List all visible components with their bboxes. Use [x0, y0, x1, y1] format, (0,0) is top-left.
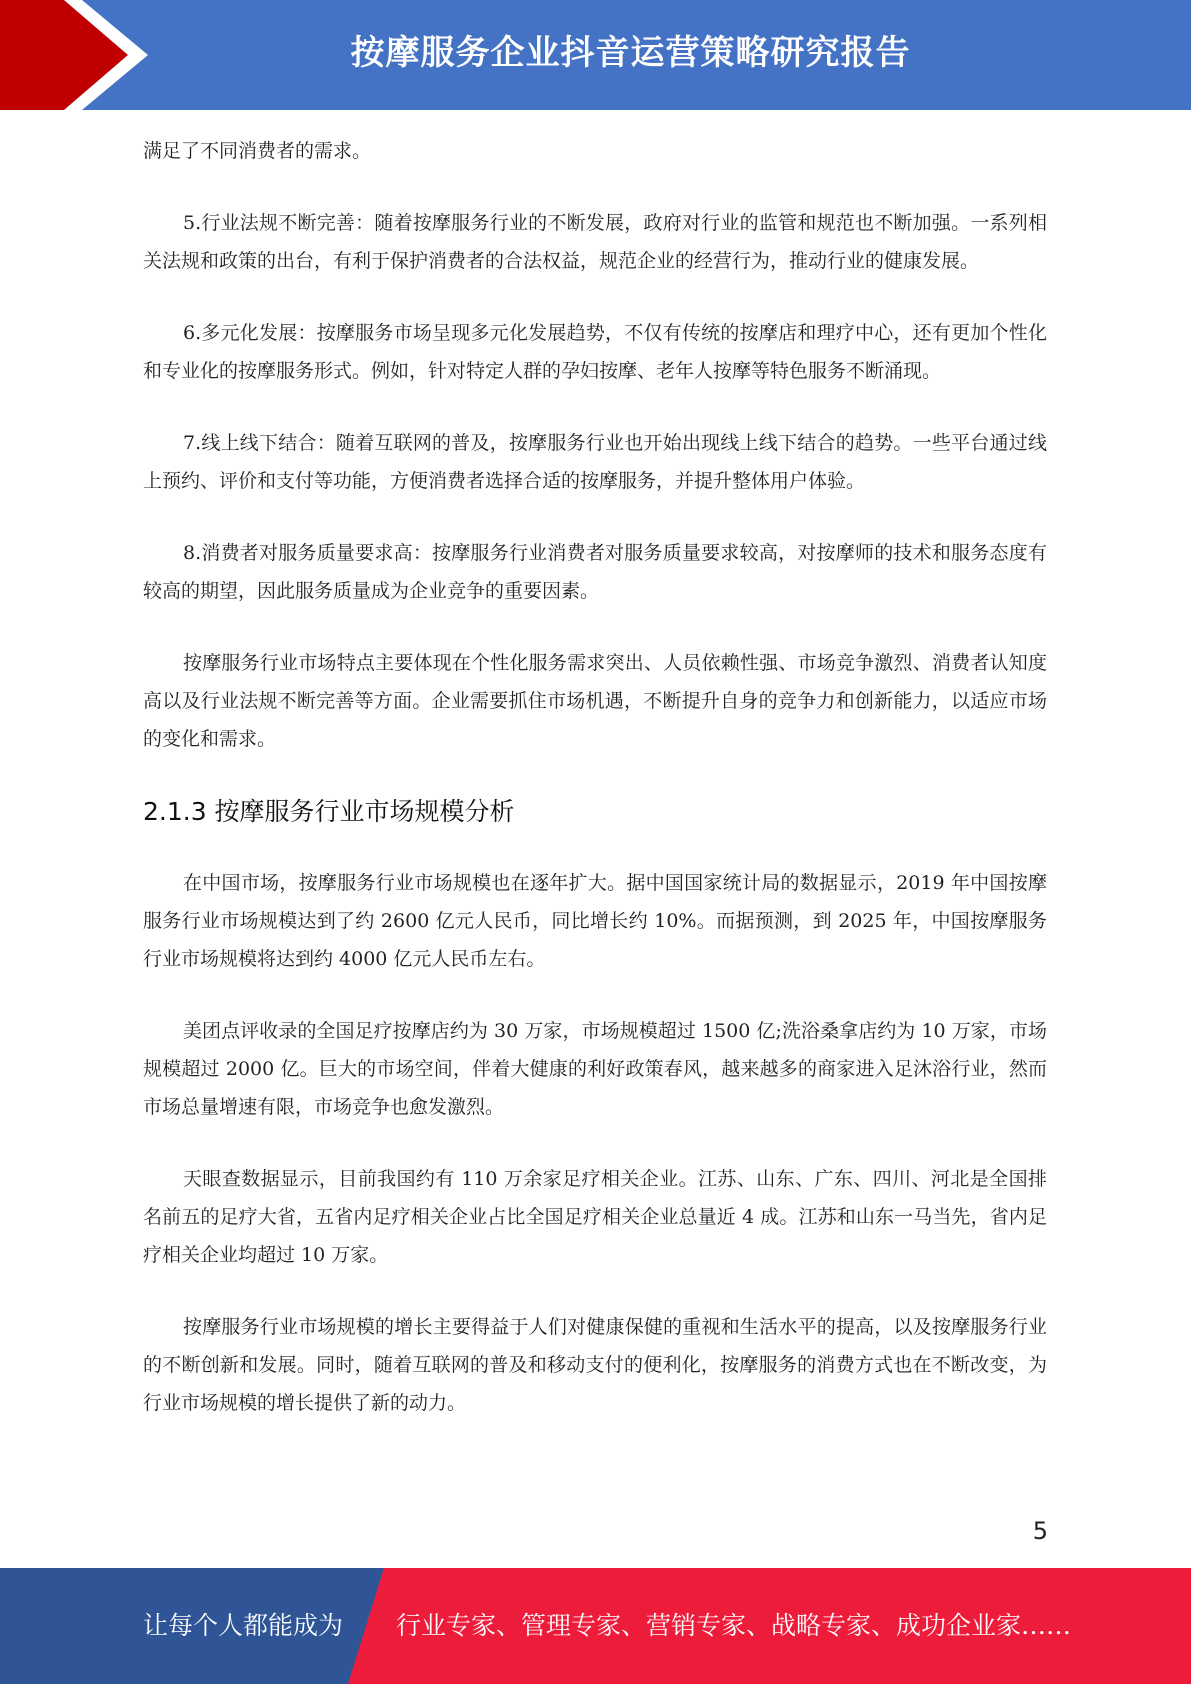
paragraph: 8.消费者对服务质量要求高：按摩服务行业消费者对服务质量要求较高，对按摩师的技术和服务态度有较高的期望，因此服务质量成为企业竞争的重要因素。	[143, 542, 1047, 602]
document-body	[143, 132, 1047, 1456]
paragraph: 在中国市场，按摩服务行业市场规模也在逐年扩大。据中国国家统计局的数据显示，2019 年中国按摩服务行业市场规模达到了约 2600 亿元人民币，同比增长约 10%。而据预测，到 2025 年，中国按摩服务行业市场规模将达到约 4000 亿元人民币左右。	[143, 872, 1047, 970]
paragraph: 美团点评收录的全国足疗按摩店约为 30 万家，市场规模超过 1500 亿;洗浴桑拿店约为 10 万家，市场规模超过 2000 亿。巨大的市场空间，伴着大健康的利好政策春风，越来越多的商家进入足沐浴行业，然而市场总量增速有限，市场竞争也愈发激烈。	[143, 1020, 1047, 1118]
footer-slogan-right: 行业专家、管理专家、营销专家、战略专家、成功企业家……	[396, 1611, 1072, 1640]
footer-slogan-left: 让每个人都能成为	[143, 1611, 344, 1640]
paragraph: 5.行业法规不断完善：随着按摩服务行业的不断发展，政府对行业的监管和规范也不断加强。一系列相关法规和政策的出台，有利于保护消费者的合法权益，规范企业的经营行为，推动行业的健康发展。	[143, 212, 1047, 272]
paragraph: 7.线上线下结合：随着互联网的普及，按摩服务行业也开始出现线上线下结合的趋势。一些平台通过线上预约、评价和支付等功能，方便消费者选择合适的按摩服务，并提升整体用户体验。	[143, 432, 1047, 492]
chevron-red-shape	[0, 0, 128, 110]
paragraph: 按摩服务行业市场规模的增长主要得益于人们对健康保健的重视和生活水平的提高，以及按摩服务行业的不断创新和发展。同时，随着互联网的普及和移动支付的便利化，按摩服务的消费方式也在不断改变，为行业市场规模的增长提供了新的动力。	[143, 1316, 1047, 1414]
header-chevron-graphic	[0, 0, 160, 110]
paragraph: 按摩服务行业市场特点主要体现在个性化服务需求突出、人员依赖性强、市场竞争激烈、消费者认知度高以及行业法规不断完善等方面。企业需要抓住市场机遇，不断提升自身的竞争力和创新能力，以适应市场的变化和需求。	[143, 652, 1047, 750]
section-heading: 2.1.3 按摩服务行业市场规模分析	[143, 797, 515, 826]
paragraph: 天眼查数据显示，目前我国约有 110 万余家足疗相关企业。江苏、山东、广东、四川、河北是全国排名前五的足疗大省，五省内足疗相关企业占比全国足疗相关企业总量近 4 成。江苏和山东一马当先，省内足疗相关企业均超过 10 万家。	[143, 1168, 1047, 1266]
page-header	[0, 0, 1191, 110]
report-title: 按摩服务企业抖音运营策略研究报告	[350, 33, 911, 73]
paragraph: 满足了不同消费者的需求。	[143, 140, 372, 162]
paragraph: 6.多元化发展：按摩服务市场呈现多元化发展趋势，不仅有传统的按摩店和理疗中心，还有更加个性化和专业化的按摩服务形式。例如，针对特定人群的孕妇按摩、老年人按摩等特色服务不断涌现。	[143, 322, 1047, 382]
page-number: 5	[1032, 1517, 1048, 1545]
page-footer	[0, 1568, 1191, 1684]
